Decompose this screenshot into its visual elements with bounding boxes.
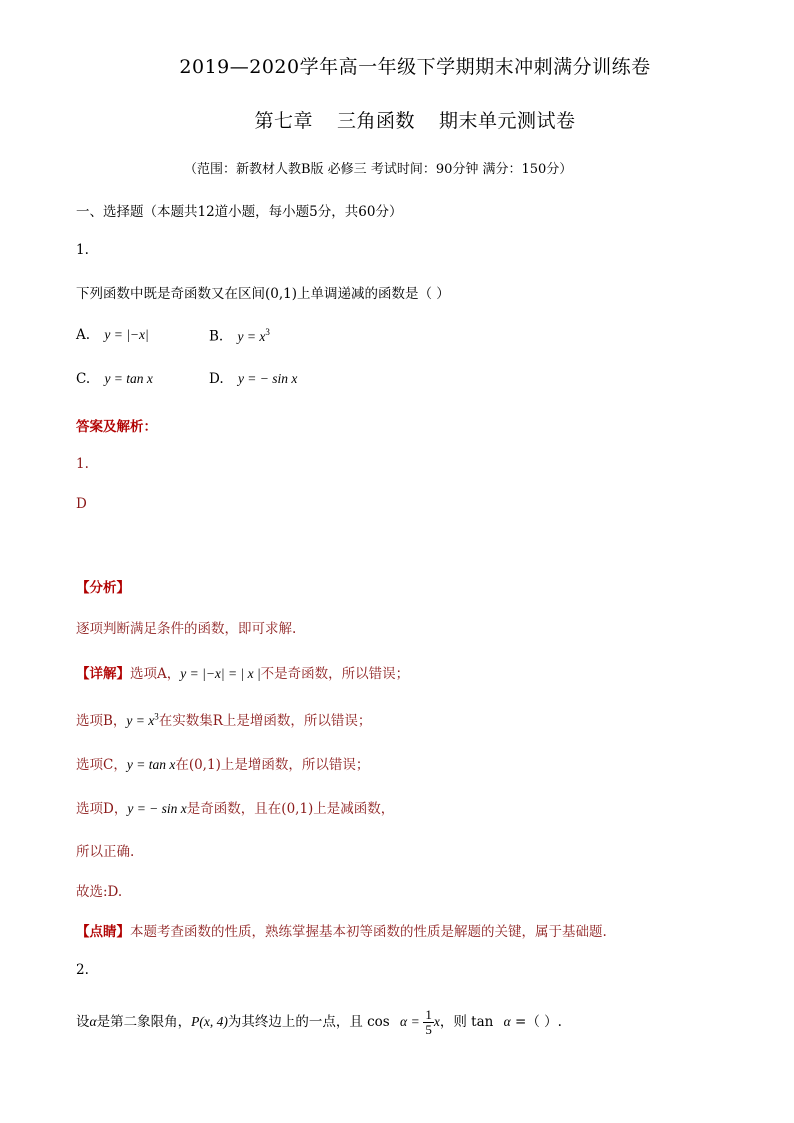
q1-option-d: [209, 371, 297, 387]
comment-tag: 【点睛】: [76, 924, 130, 940]
option-c-label: C.: [76, 371, 91, 387]
q2-alpha-3: α: [503, 1014, 511, 1029]
conclusion-text: 所以正确.: [76, 844, 135, 860]
q2-fraction: [423, 1008, 434, 1037]
detail-d: [76, 797, 394, 817]
detail-b: [76, 709, 371, 729]
q2-stem-mid2: 为其终边上的一点，且 cos: [227, 1014, 390, 1030]
detail-tag: 【详解】: [76, 666, 130, 682]
q2-stem-mid3: ，则 tan: [439, 1014, 494, 1030]
option-b-label: B.: [209, 328, 224, 345]
detail-d-post: 是奇函数，且在(0,1)上是减函数，: [186, 801, 395, 817]
q1-number: 1.: [76, 242, 89, 258]
test-name: 期末单元测试卷: [439, 110, 576, 132]
detail-a-post: 不是奇函数，所以错误；: [260, 666, 410, 682]
section-heading: 一、选择题（本题共12道小题，每小题5分，共60分）: [76, 204, 403, 220]
final-choice: 故选:D.: [76, 884, 123, 900]
chapter-title: [0, 106, 794, 133]
detail-d-pre: 选项D，: [76, 801, 128, 817]
detail-b-post: 在实数集R上是增函数，所以错误；: [158, 713, 372, 729]
q2-point: P(x, 4): [191, 1014, 228, 1029]
q2-stem-pre: 设: [76, 1014, 90, 1030]
detail-d-expr: y = − sin x: [127, 801, 187, 816]
comment: [76, 920, 607, 940]
answer-choice: D: [76, 496, 87, 512]
option-c-expr: y = tan x: [104, 371, 153, 386]
detail-c: [76, 753, 369, 773]
analysis-text: 逐项判断满足条件的函数，即可求解.: [76, 621, 297, 637]
detail-a-expr: y = |−x| = | x |: [180, 666, 261, 681]
option-a-label: A.: [76, 327, 91, 343]
fraction-numerator: 1: [425, 1007, 432, 1022]
exam-title: 2019—2020学年高一年级下学期期末冲刺满分训练卷: [179, 56, 651, 78]
comment-text: 本题考查函数的性质，熟练掌握基本初等函数的性质是解题的关键，属于基础题.: [130, 924, 607, 940]
detail-b-expr: y = x: [126, 713, 155, 728]
q2-number: 2.: [76, 962, 89, 978]
q2-alpha: α: [89, 1014, 97, 1029]
detail-c-expr: y = tan x: [126, 757, 176, 772]
option-b-expr: y = x: [237, 328, 266, 344]
option-b-exponent: 3: [265, 327, 270, 337]
q2-x: x: [433, 1014, 440, 1029]
detail-a-pre: 选项A，: [130, 666, 181, 682]
detail-c-post: 在(0,1)上是增函数，所以错误；: [175, 757, 370, 773]
q1-stem: 下列函数中既是奇函数又在区间(0,1)上单调递减的函数是（ ）: [76, 286, 450, 302]
detail-a: [76, 662, 409, 682]
exam-info: （范围：新教材人教B版 必修三 考试时间：90分钟 满分：150分）: [184, 162, 573, 177]
q2-stem: [76, 1002, 562, 1042]
q2-alpha-2: α: [400, 1014, 408, 1029]
answer-heading: 答案及解析：: [76, 419, 157, 435]
q2-stem-end: =（ ）.: [515, 1014, 562, 1030]
chapter-name: 三角函数: [336, 110, 415, 132]
option-a-expr: y = |−x|: [104, 327, 149, 342]
detail-b-pre: 选项B，: [76, 713, 127, 729]
q2-stem-mid: 是第二象限角，: [96, 1014, 192, 1030]
detail-c-pre: 选项C，: [76, 757, 127, 773]
analysis-tag: 【分析】: [76, 580, 130, 596]
q2-equals: =: [411, 1014, 420, 1029]
q1-option-a: [76, 327, 149, 343]
option-d-expr: y = − sin x: [237, 371, 298, 386]
fraction-denominator: 5: [425, 1022, 432, 1037]
answer-number: 1.: [76, 456, 89, 472]
option-d-label: D.: [209, 371, 224, 387]
q1-option-b: [209, 327, 270, 345]
q1-option-c: [76, 371, 153, 387]
detail-b-exponent: 3: [154, 711, 159, 722]
chapter-number: 第七章: [254, 110, 313, 132]
